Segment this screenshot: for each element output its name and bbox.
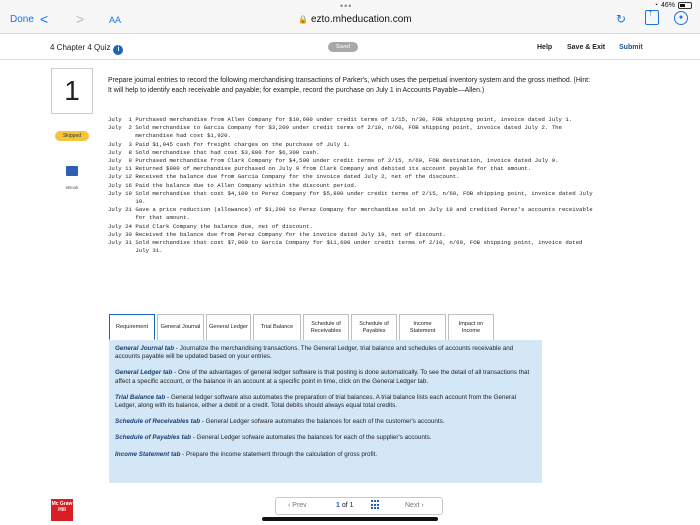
- page-indicator: [336, 502, 354, 509]
- transaction-date: July 8: [108, 148, 132, 156]
- question-prompt: Prepare journal entries to record the following merchandising transactions of Parker's, which uses the perpetual inventory system and the gross method. (Hint: It will help to identify each receivable and payable; for example, record the purchase on July 1 in Accounts Payable—Allen.): [108, 77, 590, 94]
- transaction-text: Sold merchandise that had cost $3,800 for $6,300 cash.: [135, 148, 320, 156]
- transaction-row: [108, 206, 593, 222]
- requirement-text: - Journalize the merchandising transactions. The General Ledger, trial balance and schedules of accounts receivable and accounts payable will be updated based on your entries.: [115, 345, 514, 361]
- help-button[interactable]: Help: [537, 44, 553, 51]
- requirement-text: - General ledger software also automates the preparation of trial balances. A trial balance lists each account from the General Ledger, along with its balance, either a debit or a credit. Total debits should always equal total credits.: [115, 393, 517, 410]
- transaction-text: Paid $1,045 cash for freight charges on the purchase of July 1.: [135, 140, 351, 148]
- transaction-text: Paid Clark Company the balance due, net of discount.: [135, 222, 313, 230]
- requirement-text: - General Ledger sofware automates the balances for each of the customer's accounts.: [200, 418, 445, 426]
- transaction-row: [108, 239, 593, 255]
- grid-icon[interactable]: [371, 500, 381, 510]
- question-number: 1: [64, 75, 80, 106]
- next-button[interactable]: Next ›: [405, 502, 424, 509]
- text-size-button[interactable]: AA: [109, 15, 122, 25]
- url-text: ezto.mheducation.com: [310, 14, 412, 25]
- saved-badge: Saved: [328, 42, 358, 52]
- ebook-button[interactable]: [62, 166, 82, 194]
- quiz-header: [0, 34, 700, 60]
- transaction-date: July 3: [108, 140, 132, 148]
- tab-schedule-of-payables[interactable]: Schedule of Payables: [351, 314, 397, 340]
- transaction-date: July 21: [108, 206, 132, 214]
- requirement-text: - One of the advantages of general ledger software is that posting is done automatically. To see the detail of all transactions that affect a specific account, or the balance in an account at a specific point in time, click on the General Ledger tab.: [115, 369, 530, 385]
- reload-icon[interactable]: ↻: [616, 12, 627, 26]
- requirement-item: [115, 418, 536, 426]
- page-total: 1: [349, 502, 354, 509]
- transaction-text: Received the balance due from Garcia Company for the invoice dated July 2, net of the discount.: [135, 173, 460, 181]
- compass-icon[interactable]: ✦: [674, 11, 688, 25]
- tab-general-journal[interactable]: General Journal: [157, 314, 204, 340]
- address-bar[interactable]: [298, 14, 412, 25]
- tab-trial-balance[interactable]: Trial Balance: [253, 314, 301, 340]
- requirement-text: - Prepare the income statement through the calculation of gross profit.: [180, 450, 378, 458]
- status-bar: [654, 2, 692, 9]
- requirement-item: [115, 451, 536, 459]
- skipped-badge: Skipped: [55, 131, 89, 141]
- transaction-date: July 24: [108, 222, 132, 230]
- worksheet-tabs: [109, 314, 541, 340]
- tab-schedule-of-receivables[interactable]: Schedule of Receivables: [303, 314, 349, 340]
- requirement-title: Schedule of Receivables tab: [115, 418, 201, 426]
- transaction-row: [108, 223, 593, 231]
- info-icon[interactable]: i: [113, 45, 123, 55]
- transaction-row: [108, 116, 593, 124]
- requirement-title: Schedule of Payables tab: [115, 434, 191, 442]
- transaction-row: [108, 231, 593, 239]
- transaction-row: [108, 182, 593, 190]
- lock-icon: 🔒: [298, 15, 308, 24]
- transaction-row: [108, 173, 593, 181]
- transaction-text: Sold merchandise that cost $4,100 to Perez Company for $5,800 under credit terms of 2/15, n/60, FOB shipping point, invoice dated July 19.: [135, 189, 593, 206]
- battery-icon: [678, 2, 692, 9]
- transaction-row: [108, 124, 593, 140]
- tab-impact-on-income[interactable]: Impact on Income: [448, 314, 494, 340]
- transaction-date: July 16: [108, 181, 132, 189]
- requirement-title: Trial Balance tab: [115, 393, 166, 401]
- done-button[interactable]: Done: [10, 14, 34, 25]
- transaction-text: Sold merchandise that cost $7,000 to Garcia Company for $11,600 under credit terms of 2/10, n/60, FOB shipping point, invoice dated July 31.: [135, 239, 583, 255]
- page-of: of: [341, 502, 348, 509]
- requirement-item: [115, 394, 536, 410]
- transaction-text: Paid the balance due to Allen Company within the discount period.: [135, 181, 358, 189]
- transaction-text: Purchased merchandise from Allen Company for $10,600 under credit terms of 1/15, n/30, FOB shipping point, invoice dated July 1.: [135, 116, 573, 123]
- transaction-date: July 12: [108, 173, 132, 181]
- battery-percent: 46%: [660, 2, 675, 9]
- transaction-date: July 2: [108, 124, 132, 132]
- requirement-item: [115, 434, 536, 442]
- transaction-date: July 1: [108, 116, 132, 123]
- requirement-item: [115, 345, 536, 361]
- mcgraw-hill-logo: Mc Graw Hill: [51, 499, 73, 521]
- prev-button[interactable]: ‹ Prev: [288, 502, 307, 509]
- requirement-item: [115, 369, 536, 385]
- prev-label: Prev: [292, 502, 307, 509]
- browser-toolbar: [0, 0, 700, 34]
- tab-requirement[interactable]: Requirement: [109, 314, 155, 340]
- requirement-title: General Ledger tab: [115, 369, 173, 377]
- transaction-date: July 19: [108, 189, 132, 197]
- save-exit-button[interactable]: Save & Exit: [567, 44, 606, 51]
- back-button[interactable]: <: [40, 11, 49, 27]
- ebook-label: eBook: [65, 185, 79, 190]
- quiz-title: 4 Chapter 4 Quiz: [50, 43, 111, 52]
- transaction-text: Gave a price reduction (allowance) of $1,200 to Perez Company for merchandise sold on July 19 and credited Perez's accounts receivable for that amount.: [135, 206, 593, 222]
- forward-button[interactable]: >: [76, 11, 85, 27]
- transaction-date: July 30: [108, 230, 132, 238]
- transaction-date: July 9: [108, 157, 132, 165]
- transaction-row: [108, 165, 593, 173]
- transaction-text: Purchased merchandise from Clark Company for $4,500 under credit terms of 2/15, n/60, FOB destination, invoice dated July 9.: [135, 157, 559, 165]
- transaction-row: [108, 141, 593, 149]
- transaction-date: July 31: [108, 239, 132, 247]
- share-icon[interactable]: [645, 10, 659, 25]
- question-pager: [275, 497, 443, 515]
- tab-overview-dots[interactable]: •••: [340, 1, 353, 11]
- ebook-icon: [66, 166, 78, 176]
- requirement-text: - General Ledger sofware automates the balances for each of the supplier's accounts.: [190, 434, 432, 442]
- home-indicator: [262, 517, 438, 521]
- quiz-title-wrap: [50, 43, 123, 55]
- transaction-row: [108, 157, 593, 165]
- page-current: 1: [336, 502, 340, 509]
- transaction-text: Received the balance due from Perez Company for the invoice dated July 19, net of discount.: [135, 230, 446, 238]
- transaction-list: [108, 116, 593, 255]
- wifi-icon: ◔: [653, 2, 658, 9]
- question-number-box: [51, 68, 93, 114]
- submit-button[interactable]: Submit: [619, 44, 643, 51]
- next-label: Next: [405, 502, 420, 509]
- transaction-date: July 11: [108, 165, 132, 173]
- requirement-title: General Journal tab: [115, 345, 175, 352]
- requirement-title: Income Statement tab: [115, 450, 181, 458]
- tab-general-ledger[interactable]: General Ledger: [206, 314, 251, 340]
- requirement-panel: [109, 340, 542, 483]
- transaction-row: [108, 149, 593, 157]
- tab-income-statement[interactable]: Income Statement: [399, 314, 446, 340]
- transaction-text: Sold merchandise to Garcia Company for $3,200 under credit terms of 2/10, n/60, FOB shipping point, invoice dated July 2. The merchandise had cost $1,920.: [135, 124, 562, 140]
- transaction-text: Returned $900 of merchandise purchased on July 9 from Clark Company and debited its account payable for that amount.: [135, 165, 532, 173]
- transaction-row: [108, 190, 593, 206]
